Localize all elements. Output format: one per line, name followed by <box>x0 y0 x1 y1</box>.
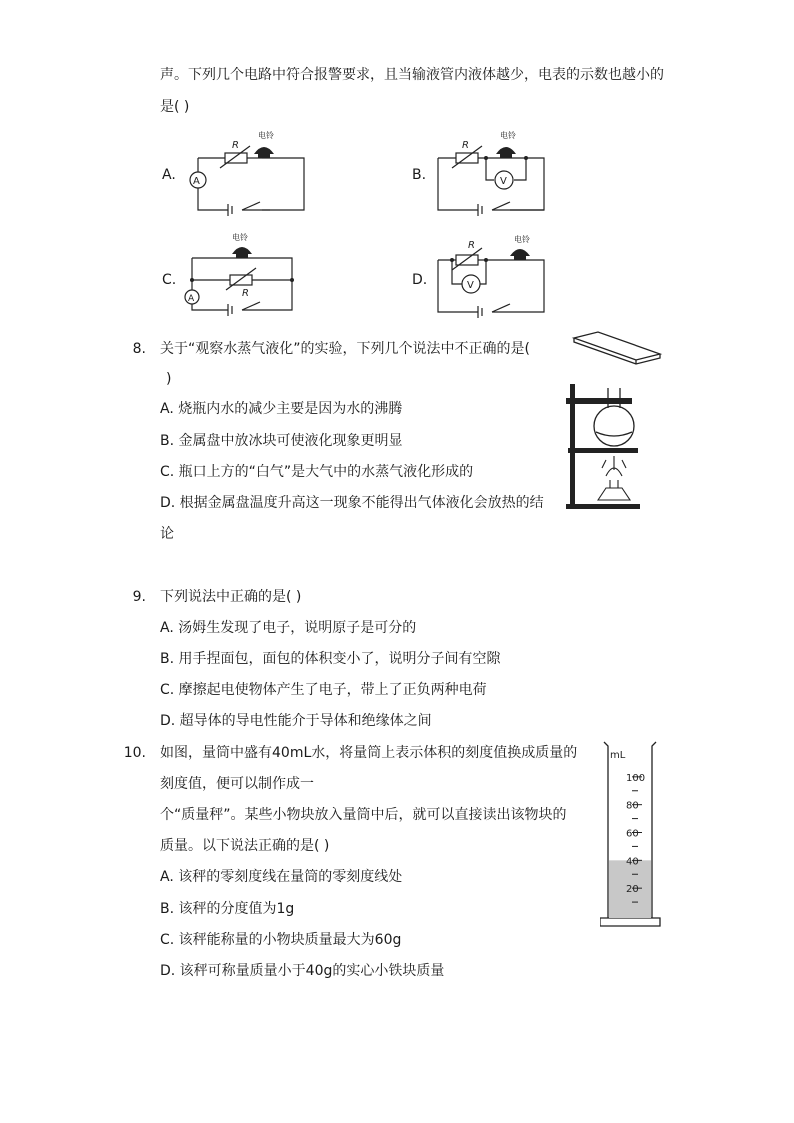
resistor-label: R <box>468 240 475 251</box>
q10-stem-line2: 刻度值，便可以制作成一 <box>160 776 314 792</box>
q8-option-b: B. 金属盘中放冰块可使液化现象更明显 <box>160 433 403 449</box>
iron-stand <box>566 384 640 509</box>
scale-label: 40 <box>626 856 639 868</box>
voltmeter-label: V <box>467 280 474 291</box>
q10-option-c: C. 该秤能称量的小物块质量最大为60g <box>160 932 402 948</box>
scale-label: 100 <box>626 772 646 784</box>
q10-stem-line4: 质量。以下说法正确的是( ) <box>160 838 330 854</box>
resistor-label: R <box>232 140 239 151</box>
q9-option-b: B. 用手捏面包，面包的体积变小了，说明分子间有空隙 <box>160 651 501 667</box>
q8-option-d-cont: 论 <box>160 526 174 542</box>
unit-label: mL <box>610 750 626 761</box>
q9-number: 9. <box>132 589 146 605</box>
voltmeter-label: V <box>500 176 507 187</box>
q10-stem-line1: 如图，量筒中盛有40mL水，将量筒上表示体积的刻度值换成质量的 <box>160 745 578 761</box>
q9-option-c: C. 摩擦起电使物体产生了电子，带上了正负两种电荷 <box>160 682 487 698</box>
scale-label: 60 <box>626 828 639 840</box>
q7-option-b-letter: B. <box>412 167 427 183</box>
q8-apparatus-figure <box>562 328 668 514</box>
q7-circuit-a <box>180 128 310 216</box>
alcohol-lamp <box>598 456 630 500</box>
q8-option-c: C. 瓶口上方的“白气”是大气中的水蒸气液化形成的 <box>160 464 474 480</box>
q7-option-d-letter: D. <box>412 272 428 288</box>
graduated-cylinder-figure <box>600 740 662 932</box>
flask <box>594 406 634 446</box>
q7-circuit-b <box>430 128 550 216</box>
q7-option-a-letter: A. <box>162 167 176 183</box>
q9-option-d: D. 超导体的导电性能介于导体和绝缘体之间 <box>160 713 432 729</box>
q10-option-a: A. 该秤的零刻度线在量筒的零刻度线处 <box>160 869 403 885</box>
q7-option-c-letter: C. <box>162 272 177 288</box>
q10-stem-line3: 个“质量秤”。某些小物块放入量筒中后，就可以直接读出该物块的 <box>160 807 567 823</box>
q9-stem: 下列说法中正确的是( ) <box>160 589 302 605</box>
bell-label: 电铃 <box>232 233 248 242</box>
ammeter-label: A <box>193 176 200 187</box>
ammeter-label: A <box>188 294 195 304</box>
q10-number: 10. <box>123 745 146 761</box>
q9-option-a: A. 汤姆生发现了电子，说明原子是可分的 <box>160 620 417 636</box>
q7-circuit-c <box>180 232 300 322</box>
q7-stem-line1: 声。下列几个电路中符合报警要求，且当输液管内液体越少，电表的示数也越小的 <box>160 67 664 83</box>
resistor-label: R <box>242 288 249 299</box>
bell-label: 电铃 <box>500 131 516 140</box>
q8-stem-line2: ) <box>166 371 172 387</box>
q7-stem-line2: 是( ) <box>160 99 190 115</box>
q8-option-a: A. 烧瓶内水的减少主要是因为水的沸腾 <box>160 401 403 417</box>
q8-number: 8. <box>132 341 146 357</box>
bell-label: 电铃 <box>514 235 530 244</box>
resistor-label: R <box>462 140 469 151</box>
q10-option-d: D. 该秤可称量质量小于40g的实心小铁块质量 <box>160 963 445 979</box>
scale-label: 80 <box>626 800 639 812</box>
scale-label: 20 <box>626 884 639 896</box>
q8-option-d: D. 根据金属盘温度升高这一现象不能得出气体液化会放热的结 <box>160 495 544 511</box>
q7-circuit-d <box>430 232 550 322</box>
bell-label: 电铃 <box>258 131 274 140</box>
q8-stem-line1: 关于“观察水蒸气液化”的实验，下列几个说法中不正确的是( <box>160 341 530 357</box>
q10-option-b: B. 该秤的分度值为1g <box>160 901 295 917</box>
